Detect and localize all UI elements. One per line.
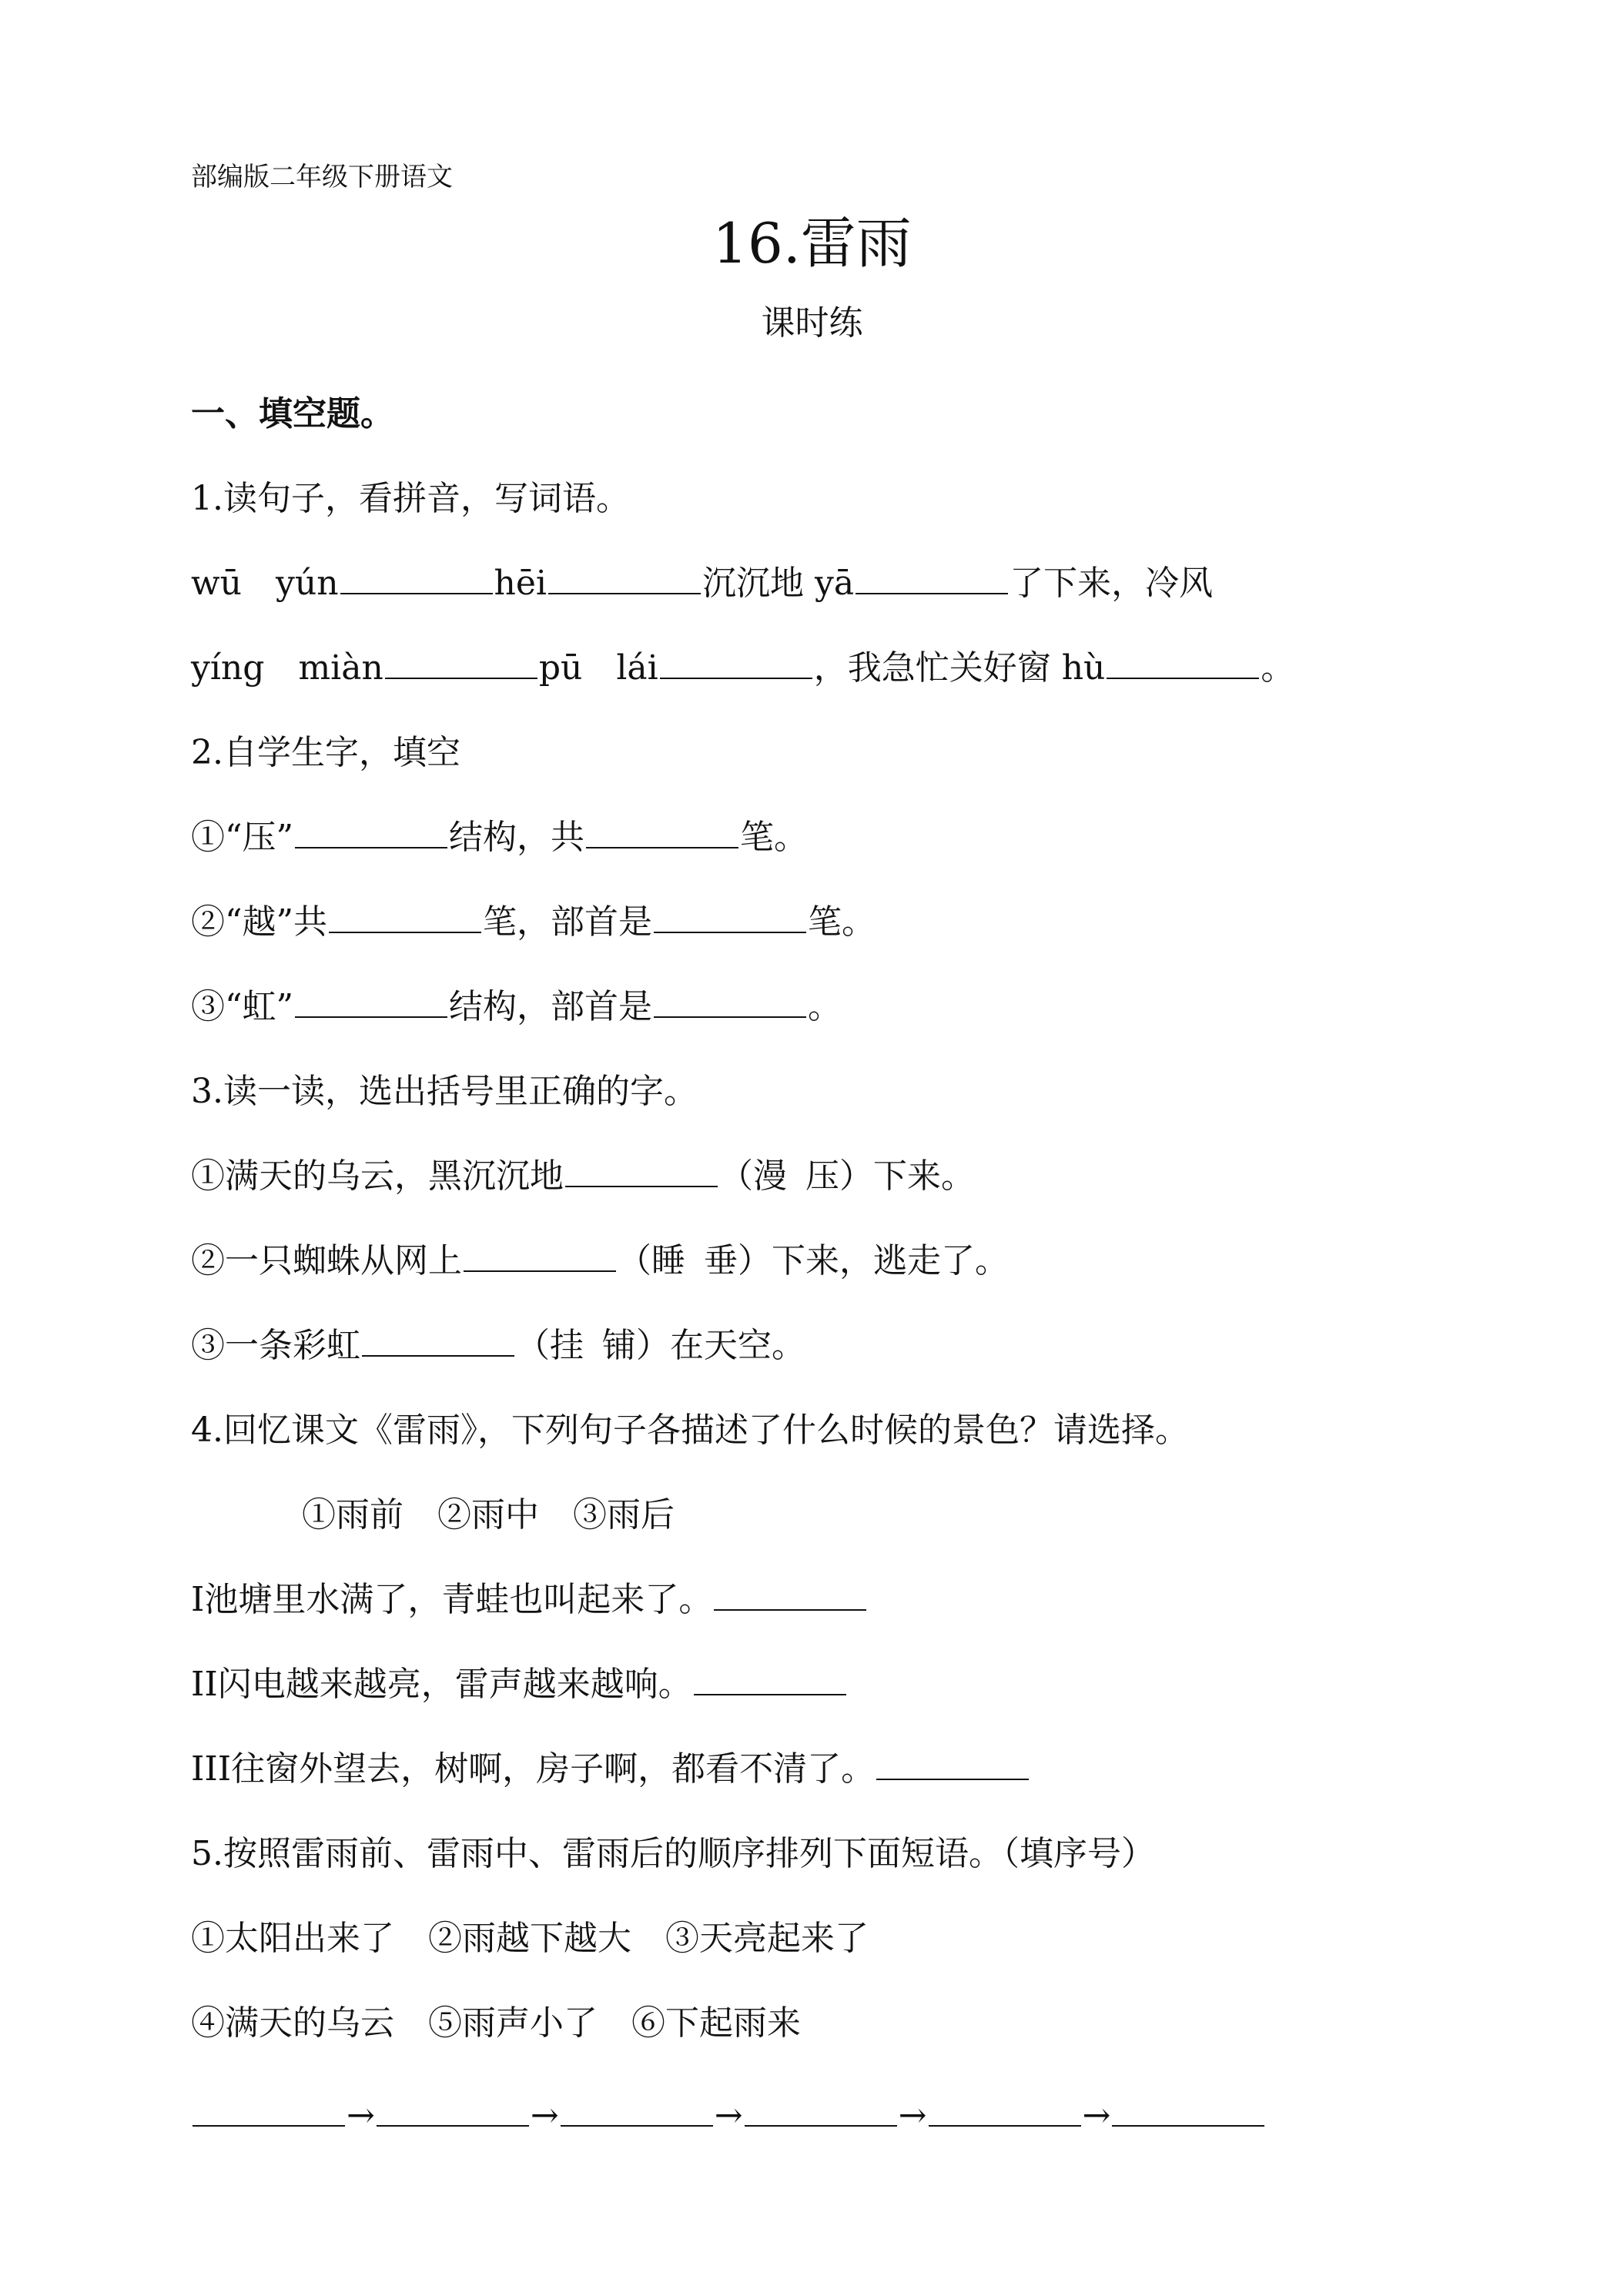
q4-item xyxy=(191,1578,868,1622)
q5-phrases-row xyxy=(191,2002,801,2045)
textbook-label: 部编版二年级下册语文 xyxy=(191,162,453,192)
item-text: ②一只蜘蛛从网上 xyxy=(191,1241,462,1280)
phrase-text: ⑥下起雨来 xyxy=(631,2003,801,2043)
pinyin: yíng xyxy=(191,648,265,688)
choice-text: （漫 xyxy=(719,1156,787,1196)
answer-blank[interactable] xyxy=(561,2094,713,2127)
q5-phrases-row xyxy=(191,1917,869,1960)
option-text: ②雨中 xyxy=(437,1495,539,1535)
q4-item xyxy=(191,1663,848,1706)
item-text: II闪电越来越亮，雷声越来越响。 xyxy=(191,1665,692,1704)
answer-blank[interactable] xyxy=(654,901,806,933)
phrase-text: ②雨越下越大 xyxy=(428,1919,631,1958)
q3-item xyxy=(191,1324,805,1367)
choice-text: 铺）在天空。 xyxy=(602,1326,805,1365)
item-text: 。 xyxy=(808,987,842,1026)
answer-blank[interactable] xyxy=(876,1748,1029,1780)
item-text: I池塘里水满了，青蛙也叫起来了。 xyxy=(191,1580,713,1619)
phrase-text: ④满天的乌云 xyxy=(191,2003,394,2043)
q3-item xyxy=(191,1240,1009,1283)
answer-blank[interactable] xyxy=(654,986,806,1018)
q3-item xyxy=(191,1155,975,1198)
answer-blank[interactable] xyxy=(1107,647,1259,679)
q2-item xyxy=(191,901,876,944)
option-text: ③雨后 xyxy=(573,1495,675,1535)
item-text: 结构，共 xyxy=(449,818,584,857)
answer-blank[interactable] xyxy=(385,647,537,679)
pinyin: wū xyxy=(191,564,242,603)
pinyin: lái xyxy=(616,648,658,688)
item-text: 结构，部首是 xyxy=(449,987,652,1026)
arrow-icon: → xyxy=(714,2096,743,2135)
q3-prompt: 3.读一读，选出括号里正确的字。 xyxy=(191,1072,698,1111)
q4-item xyxy=(191,1748,1030,1791)
choice-text: （睡 xyxy=(618,1241,685,1280)
choice-text: （挂 xyxy=(516,1326,584,1365)
arrow-icon: → xyxy=(530,2096,559,2135)
pinyin: miàn xyxy=(298,648,383,688)
q5-order-row xyxy=(191,2094,1266,2137)
item-text: ③一条彩虹 xyxy=(191,1326,360,1365)
sentence-text: 。 xyxy=(1261,648,1295,688)
arrow-icon: → xyxy=(1082,2096,1111,2135)
q2-item xyxy=(191,986,842,1029)
q5-prompt: 5.按照雷雨前、雷雨中、雷雨后的顺序排列下面短语。（填序号） xyxy=(191,1834,1155,1873)
q4-options xyxy=(302,1494,675,1537)
lesson-title: 16.雷雨 xyxy=(712,211,912,276)
answer-blank[interactable] xyxy=(660,647,812,679)
answer-blank[interactable] xyxy=(565,1155,718,1187)
answer-blank[interactable] xyxy=(548,562,701,594)
answer-blank[interactable] xyxy=(193,2094,345,2127)
answer-blank[interactable] xyxy=(1112,2094,1264,2127)
option-text: ①雨前 xyxy=(302,1495,403,1535)
answer-blank[interactable] xyxy=(362,1324,514,1357)
phrase-text: ③天亮起来了 xyxy=(665,1919,869,1958)
sentence-text: 了下来，冷风 xyxy=(1010,564,1214,603)
q1-prompt: 1.读句子，看拼音，写词语。 xyxy=(191,479,630,518)
arrow-icon: → xyxy=(347,2096,375,2135)
sentence-text: 沉沉地 yā xyxy=(702,564,855,603)
choice-text: 压）下来。 xyxy=(805,1156,975,1196)
answer-blank[interactable] xyxy=(329,901,481,933)
item-text: ①满天的乌云，黑沉沉地 xyxy=(191,1156,564,1196)
answer-blank[interactable] xyxy=(377,2094,529,2127)
section-heading: 一、填空题。 xyxy=(191,394,394,433)
item-text: 笔，部首是 xyxy=(483,902,652,942)
item-text: ①“压” xyxy=(191,818,293,857)
answer-blank[interactable] xyxy=(464,1240,616,1272)
arrow-icon: → xyxy=(898,2096,927,2135)
pinyin: hēi xyxy=(494,564,547,603)
q4-prompt: 4.回忆课文《雷雨》，下列句子各描述了什么时候的景色？请选择。 xyxy=(191,1411,1189,1450)
answer-blank[interactable] xyxy=(586,816,738,848)
item-text: 笔。 xyxy=(740,818,808,857)
phrase-text: ①太阳出来了 xyxy=(191,1919,394,1958)
pinyin: yún xyxy=(276,564,339,603)
lesson-subtitle: 课时练 xyxy=(761,303,863,343)
answer-blank[interactable] xyxy=(694,1663,846,1695)
answer-blank[interactable] xyxy=(295,986,447,1018)
phrase-text: ⑤雨声小了 xyxy=(428,2003,598,2043)
q2-prompt: 2.自学生字，填空 xyxy=(191,733,460,772)
answer-blank[interactable] xyxy=(340,562,493,594)
q1-line1 xyxy=(191,562,1213,605)
answer-blank[interactable] xyxy=(745,2094,897,2127)
q2-item xyxy=(191,816,808,859)
item-text: ②“越”共 xyxy=(191,902,327,942)
sentence-text: ，我急忙关好窗 hù xyxy=(813,648,1106,688)
choice-text: 垂）下来，逃走了。 xyxy=(704,1241,1009,1280)
item-text: ③“虹” xyxy=(191,987,293,1026)
q1-line2 xyxy=(191,647,1294,690)
item-text: 笔。 xyxy=(808,902,876,942)
answer-blank[interactable] xyxy=(929,2094,1081,2127)
item-text: III往窗外望去，树啊，房子啊，都看不清了。 xyxy=(191,1749,876,1789)
answer-blank[interactable] xyxy=(295,816,447,848)
answer-blank[interactable] xyxy=(714,1578,866,1611)
answer-blank[interactable] xyxy=(856,562,1008,594)
pinyin: pū xyxy=(538,648,583,688)
